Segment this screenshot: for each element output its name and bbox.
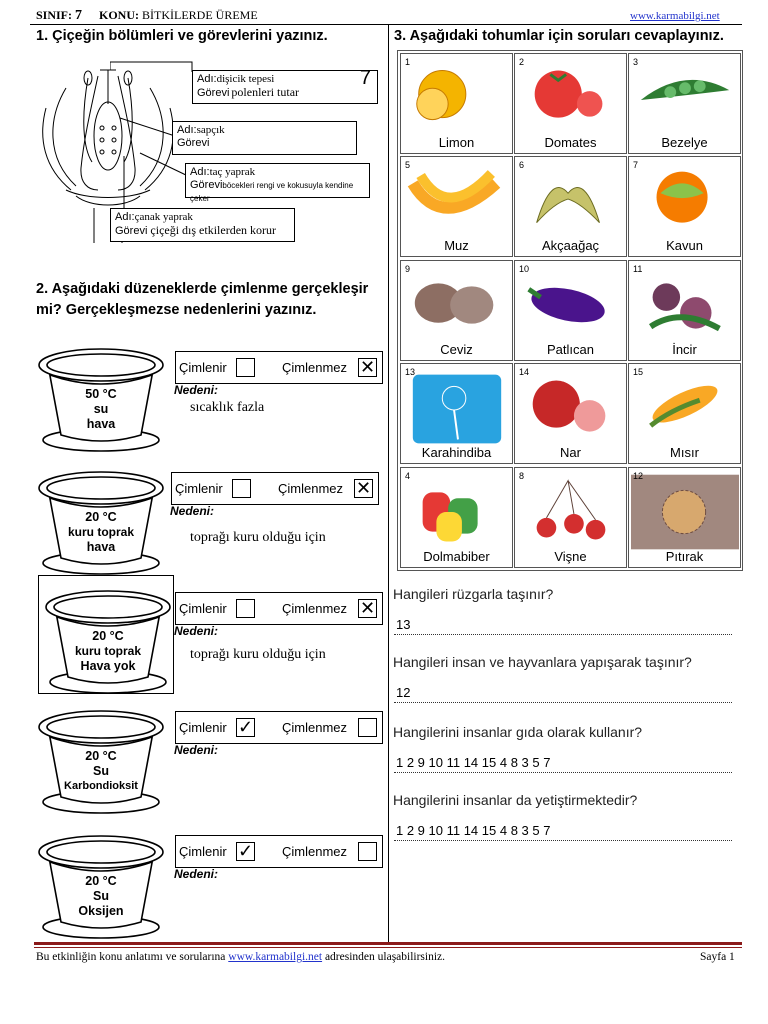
seed-name: Pıtırak [665,548,704,564]
pot-condition-label: Hava yok [80,659,136,673]
page-number: Sayfa 1 [700,951,735,963]
reason-label: Nedeni: [174,867,219,881]
pot-illustration [36,458,166,573]
header-site-link[interactable]: www.karmabilgi.net [630,10,720,22]
seed-cell [628,53,741,154]
seed-illustration [631,370,739,448]
pot-condition-label: kuru toprak [67,525,134,539]
seed-illustration [517,370,625,448]
part-4-duty: çiçeği dış etkilerden korur [150,223,277,237]
germinates-label: Çimlenir [179,844,227,859]
germination-answer-row [175,592,383,625]
reason-answer[interactable]: toprağı kuru olduğu için [190,647,326,662]
seed-illustration [403,370,511,448]
germination-answer-row [175,835,383,868]
germination-answer-row [175,351,383,384]
seed-name: Limon [438,135,475,150]
answer-dotted-line [394,771,732,773]
seed-illustration [517,474,625,552]
footer-link[interactable]: www.karmabilgi.net [228,951,323,963]
seed-illustration [631,163,739,241]
question-text: Hangilerini insanlar da yetiştirmektedir? [393,792,638,808]
column-divider [388,24,389,944]
question-text: Hangilerini insanlar gıda olarak kullanır? [393,724,643,740]
section2-title-line1: 2. Aşağıdaki düzeneklerde çimlenme gerçekleşir [36,281,369,297]
part-4-name-label: Adı: [115,211,135,223]
not-germinates-label: Çimlenmez [282,601,348,616]
reason-label: Nedeni: [174,383,219,397]
seed-number: 5 [405,160,411,171]
seed-number: 7 [633,160,639,171]
question-text: Hangileri rüzgarla taşınır? [393,586,554,602]
part-box-2 [172,121,357,155]
pot-condition-label: 20 °C [92,629,124,643]
part-2-name: sapçık [196,124,225,136]
seed-number: 1 [405,57,411,67]
germinates-label: Çimlenir [175,481,223,496]
seed-illustration [403,163,511,241]
seed-illustration [403,474,511,552]
pot-condition-label: hava [86,417,116,431]
topic-value: BİTKİLERDE ÜREME [142,8,258,22]
seed-name: Nar [560,445,581,461]
seed-name: Ceviz [440,341,473,357]
seed-illustration [631,474,739,552]
part-1-extra: 7 [359,67,371,89]
germination-answer-row [171,472,379,505]
seed-name: Patlıcan [547,341,594,357]
pot-illustration [36,697,166,812]
seed-number: 2 [519,57,525,67]
seed-cell [400,260,513,361]
seed-illustration [403,60,511,138]
germinates-checkbox[interactable] [232,479,251,498]
seed-cell [628,156,741,257]
reason-answer[interactable]: toprağı kuru olduğu için [190,530,326,545]
question-text: Hangileri insan ve hayvanlara yapışarak taşınır? [393,654,692,670]
class-value: 7 [75,8,83,23]
germination-answer-row [175,711,383,744]
answer-dotted-line [394,839,732,841]
seed-number: 12 [633,470,644,481]
question-answer[interactable]: 1 2 9 10 11 14 15 4 8 3 5 7 [396,755,551,770]
seed-cell [628,467,741,568]
seed-number: 10 [519,263,530,274]
germinates-checkbox[interactable] [236,599,255,618]
not-germinates-checkbox[interactable] [358,718,377,737]
footer-text-after: adresinden ulaşabilirsiniz. [322,951,446,963]
pot-condition-label: Karbondioksit [64,780,138,792]
answer-dotted-line [394,701,732,703]
pot-frame [38,575,174,694]
seed-number: 15 [633,367,644,378]
seed-illustration [631,267,739,345]
part-1-name-label: Adı: [197,73,217,85]
part-3-duty: böcekleri rengi ve kokusuyla kendine çeker [190,181,354,203]
pot-illustration [36,335,166,450]
seed-number: 14 [519,367,530,378]
reason-label: Nedeni: [170,504,215,518]
seed-name: Kavun [666,238,703,254]
seed-cell [514,467,627,568]
pot-condition-label: hava [86,540,116,554]
part-box-4 [110,208,295,242]
seed-cell [628,363,741,464]
germinates-checkbox[interactable] [236,358,255,377]
reason-label: Nedeni: [174,743,219,757]
seed-number: 13 [405,367,416,378]
part-1-name: dişicik tepesi [216,73,275,85]
pot-condition-label: su [93,402,109,416]
pot-condition-label: 20 °C [85,874,117,888]
topic-label: KONU: [99,8,140,22]
pot-condition-label: 20 °C [85,510,117,524]
part-4-duty-label: Görevi [115,225,148,237]
seed-cell [400,156,513,257]
footer-text [36,951,445,963]
reason-label: Nedeni: [174,624,219,638]
seed-cell [400,363,513,464]
seed-illustration [631,60,739,138]
seed-name: Akçaağaç [541,238,600,254]
pot-condition-label: Oksijen [78,904,124,918]
footer-text-before: Bu etkinliğin konu anlatımı ve sorularına [36,951,229,963]
not-germinates-checkbox[interactable]: ✕ [359,357,376,377]
seed-cell [514,156,627,257]
part-box-1 [192,67,378,104]
seed-name: Domates [544,135,597,150]
not-germinates-checkbox[interactable] [358,842,377,861]
seed-name: Vişne [554,548,587,564]
part-3-name: taç yaprak [209,166,256,178]
seed-cell [400,53,513,154]
germinates-label: Çimlenir [179,601,227,616]
section3-title: 3. Aşağıdaki tohumlar için soruları cevaplayınız. [394,28,724,44]
seed-number: 8 [519,470,525,481]
question-answer[interactable]: 12 [396,685,411,700]
not-germinates-checkbox[interactable]: ✕ [355,478,372,498]
answer-dotted-line [394,633,732,635]
class-label: SINIF: [36,8,73,22]
germinates-label: Çimlenir [179,360,227,375]
not-germinates-label: Çimlenmez [282,720,348,735]
seed-illustration [403,267,511,345]
seed-number: 9 [405,263,411,274]
pot-condition-label: kuru toprak [74,644,141,658]
seed-cell [514,363,627,464]
seed-illustration [517,60,625,138]
seed-name: Mısır [670,445,699,461]
seed-name: Bezelye [661,135,708,150]
seed-name: Karahindiba [421,445,492,461]
question-answer[interactable]: 1 2 9 10 11 14 15 4 8 3 5 7 [396,823,551,838]
section2-title [36,279,368,321]
pot-illustration [36,822,166,937]
seed-cell [628,260,741,361]
seed-illustration [517,163,625,241]
seed-number: 3 [633,57,639,67]
header-rule [30,24,742,25]
seed-illustration [517,267,625,345]
germinates-checkbox[interactable]: ✓ [237,717,254,737]
footer-rule-thin [34,947,742,948]
part-2-name-label: Adı: [177,124,197,136]
header-class [36,8,258,24]
seed-cell [400,467,513,568]
question-answer[interactable]: 13 [396,617,411,632]
seed-number: 4 [405,470,411,481]
not-germinates-label: Çimlenmez [282,844,348,859]
reason-answer[interactable]: sıcaklık fazla [190,400,265,415]
pot-condition-label: 50 °C [85,387,117,401]
not-germinates-label: Çimlenmez [282,360,348,375]
part-1-duty: polenleri tutar [231,85,300,99]
part-2-duty-label: Görevi [177,137,210,149]
seed-name: Muz [444,238,469,254]
germinates-label: Çimlenir [179,720,227,735]
seed-cell [514,260,627,361]
pot-condition-label: Su [93,764,109,778]
section1-title: 1. Çiçeğin bölümleri ve görevlerini yazınız. [36,28,328,44]
part-3-duty-label: Görevi [190,179,223,191]
germinates-checkbox[interactable]: ✓ [237,841,254,861]
pot-condition-label: 20 °C [85,749,117,763]
part-box-3 [185,163,370,203]
part-4-name: çanak yaprak [134,211,193,223]
section2-title-line2: mi? Gerçekleşmezse nedenlerini yazınız. [36,302,317,318]
seed-number: 11 [633,263,643,274]
seed-cell [514,53,627,154]
seed-number: 6 [519,160,525,171]
part-3-name-label: Adı: [190,166,210,178]
not-germinates-checkbox[interactable]: ✕ [359,598,376,618]
pot-condition-label: Su [93,889,109,903]
part-1-duty-label: Görevi [197,87,230,99]
footer-rule [34,942,742,945]
seed-name: İncir [672,341,697,357]
not-germinates-label: Çimlenmez [278,481,344,496]
seed-name: Dolmabiber [423,548,490,564]
